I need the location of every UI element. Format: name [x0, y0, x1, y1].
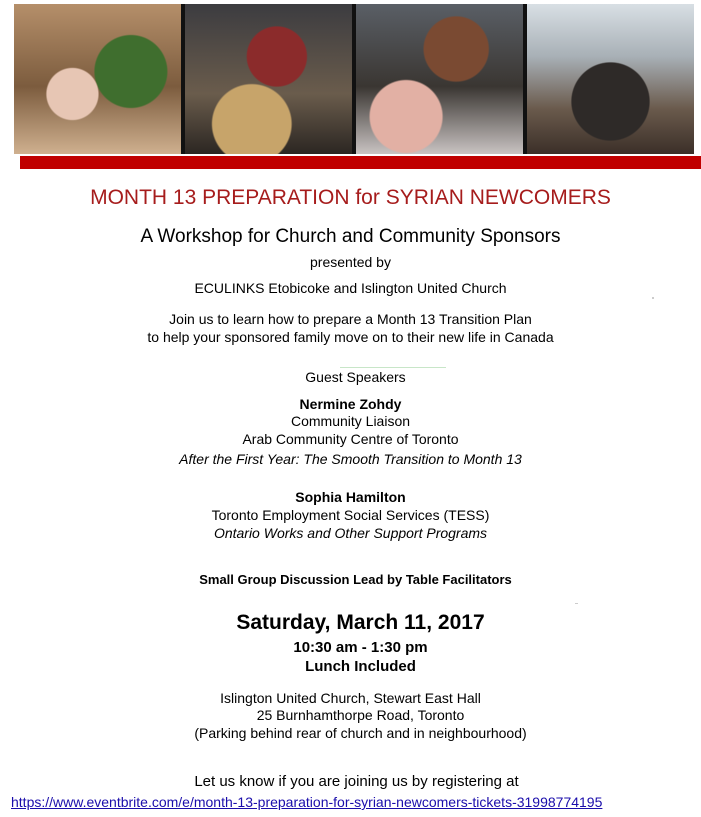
discussion-note: Small Group Discussion Lead by Table Facilitators	[199, 572, 512, 587]
organizers: ECULINKS Etobicoke and Islington United Church	[194, 280, 507, 296]
presented-by-label: presented by	[310, 254, 391, 270]
speakers-divider	[340, 367, 446, 368]
speaker-2-org: Toronto Employment Social Services (TESS)	[211, 507, 490, 523]
children-photo	[14, 4, 181, 154]
speakers-heading: Guest Speakers	[305, 369, 406, 385]
intro-line-1: Join us to learn how to prepare a Month 13 Transition Plan	[169, 311, 532, 327]
event-subtitle: A Workshop for Church and Community Sponsors	[140, 226, 561, 247]
event-time: 10:30 am - 1:30 pm	[293, 639, 428, 656]
speaker-1-role: Community Liaison	[290, 413, 411, 429]
refugee-crowd-photo	[527, 4, 694, 154]
parking-note: (Parking behind rear of church and in neighbourhood)	[194, 725, 527, 741]
event-date: Saturday, March 11, 2017	[236, 611, 485, 634]
photo-banner	[14, 4, 694, 154]
speaker-1-name: Nermine Zohdy	[299, 396, 402, 412]
mother-child-photo	[185, 4, 352, 154]
father-baby-photo	[356, 4, 523, 154]
speaker-1-talk: After the First Year: The Smooth Transition to Month 13	[179, 451, 522, 467]
lunch-note: Lunch Included	[305, 658, 416, 675]
speaker-2-name: Sophia Hamilton	[295, 489, 406, 505]
stray-mark-2	[575, 603, 578, 604]
intro-line-2: to help your sponsored family move on to their new life in Canada	[147, 329, 554, 345]
venue-address: 25 Burnhamthorpe Road, Toronto	[256, 707, 465, 723]
venue-name: Islington United Church, Stewart East Hall	[220, 690, 481, 706]
speaker-1-org: Arab Community Centre of Toronto	[242, 431, 459, 447]
registration-link[interactable]: https://www.eventbrite.com/e/month-13-preparation-for-syrian-newcomers-tickets-31998774195	[11, 794, 603, 810]
registration-prompt: Let us know if you are joining us by registering at	[194, 773, 519, 790]
stray-mark	[652, 297, 654, 299]
speaker-2-talk: Ontario Works and Other Support Programs	[213, 525, 488, 541]
event-title: MONTH 13 PREPARATION for SYRIAN NEWCOMERS	[90, 186, 611, 209]
red-divider-bar	[20, 156, 701, 169]
